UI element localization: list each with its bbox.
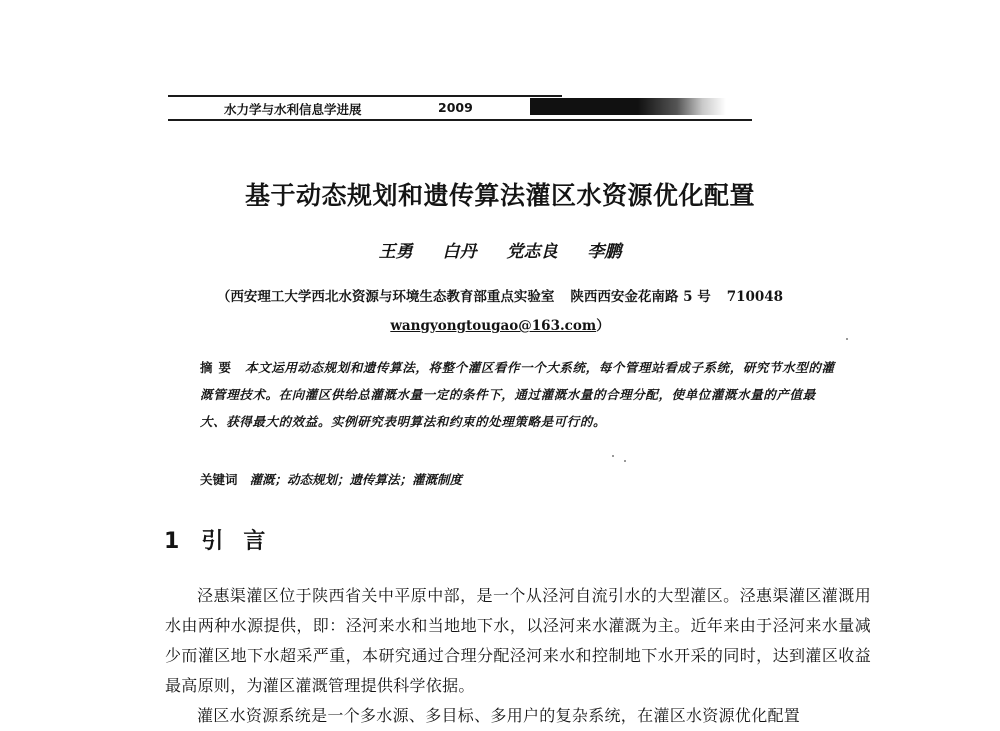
journal-year: 2009 [438, 100, 473, 115]
keywords-text: 灌溉；动态规划；遗传算法；灌溉制度 [249, 472, 463, 487]
scan-smudge [530, 98, 726, 115]
keywords [200, 470, 840, 488]
author-email[interactable]: wangyongtougao@163.com [390, 318, 597, 334]
affiliation [0, 285, 1000, 305]
keywords-label: 关键词 [200, 472, 238, 487]
abstract [200, 354, 840, 435]
running-header [168, 92, 760, 124]
section-heading [164, 524, 285, 555]
affiliation-address: 陕西西安金花南路 5 号 [570, 289, 711, 305]
scan-speck [612, 455, 614, 457]
author: 白丹 [442, 242, 477, 262]
abstract-label: 摘要 [200, 360, 238, 375]
paper-title: 基于动态规划和遗传算法灌区水资源优化配置 [244, 181, 755, 210]
affiliation-postcode: 710048 [726, 289, 784, 305]
section-number: 1 [164, 529, 180, 554]
scan-speck [846, 338, 848, 340]
affiliation-org: （西安理工大学西北水资源与环境生态教育部重点实验室 [216, 289, 555, 305]
scan-speck [624, 460, 626, 462]
author-list [0, 237, 1000, 262]
body-text [165, 581, 871, 731]
author: 党志良 [506, 242, 558, 262]
section-title: 引言 [201, 529, 286, 554]
author: 李鹏 [587, 242, 622, 262]
abstract-text: 本文运用动态规划和遗传算法，将整个灌区看作一个大系统，每个管理站看成子系统，研究节水型的灌溉管理技术。在向灌区供给总灌溉水量一定的条件下，通过灌溉水量的合理分配，使单位灌溉水量的产值最大、获得最大的效益。实例研究表明算法和约束的处理策略是可行的。 [200, 360, 835, 429]
affiliation-email-line [0, 314, 1000, 334]
header-rule-bottom [168, 119, 752, 121]
affiliation-close: ） [596, 318, 610, 334]
paragraph: 灌区水资源系统是一个多水源、多目标、多用户的复杂系统，在灌区水资源优化配置 [197, 706, 801, 725]
journal-name: 水力学与水利信息学进展 [224, 102, 362, 117]
author: 王勇 [378, 242, 413, 262]
paragraph: 泾惠渠灌区位于陕西省关中平原中部，是一个从泾河自流引水的大型灌区。泾惠渠灌区灌溉用水由两种水源提供，即：泾河来水和当地地下水，以泾河来水灌溉为主。近年来由于泾河来水量减少而灌区地下水超采严重，本研究通过合理分配泾河来水和控制地下水开采的同时，达到灌区收益最高原则，为灌区灌溉管理提供科学依据。 [165, 586, 871, 695]
header-rule-top [168, 95, 562, 97]
